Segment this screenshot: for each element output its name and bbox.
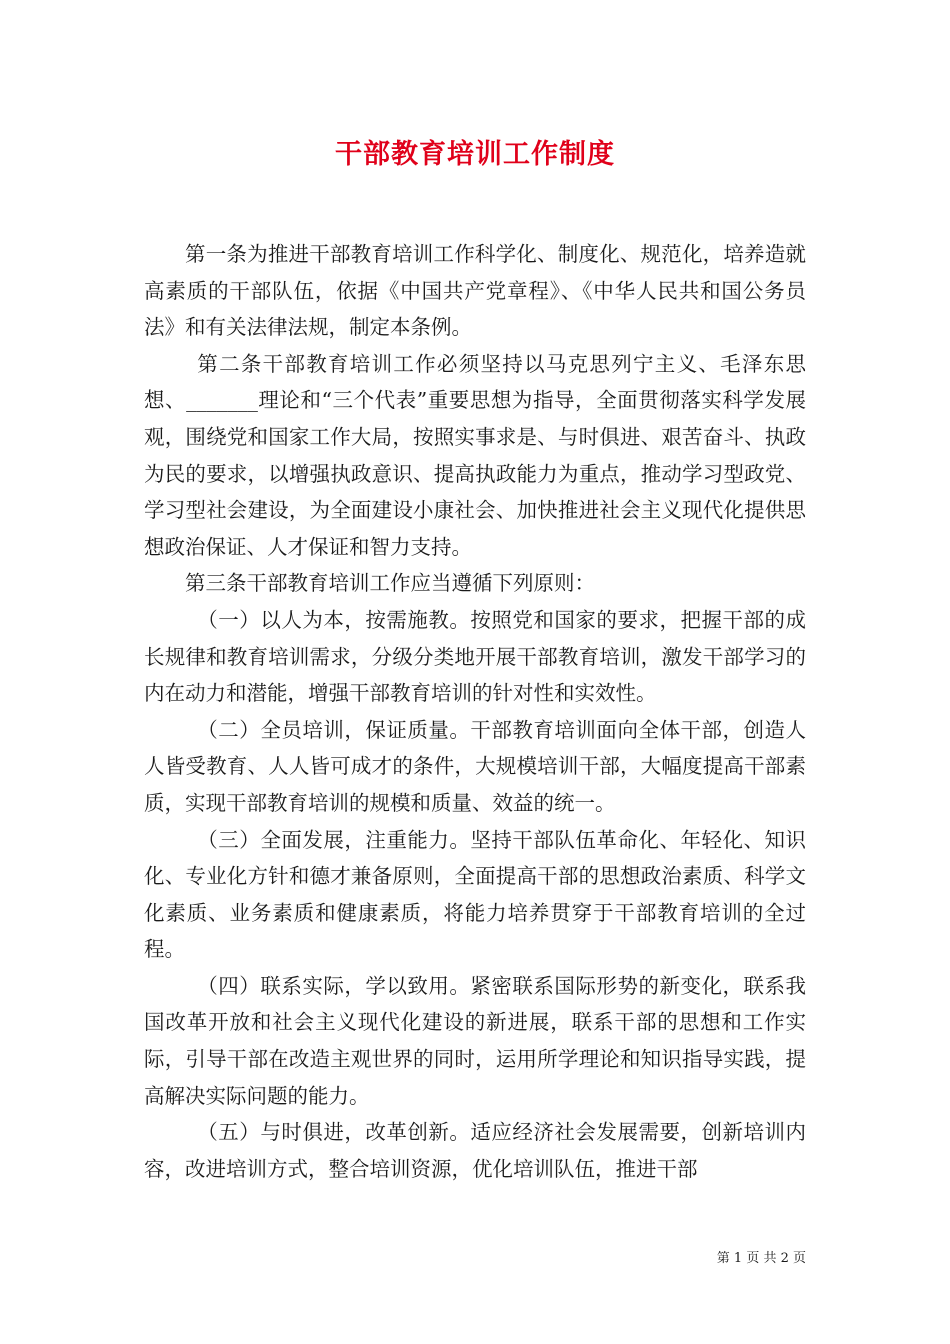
paragraph-principle-1: （一）以人为本，按需施教。按照党和国家的要求，把握干部的成长规律和教育培训需求，分级分类地开展干部教育培训，激发干部学习的内在动力和潜能，增强干部教育培训的针对性和实效性。	[144, 607, 806, 706]
paragraph-article-2: 第二条干部教育培训工作必须坚持以马克思列宁主义、毛泽东思想、_______理论和“三个代表”重要思想为指导，全面贯彻落实科学发展观，围绕党和国家工作大局，按照实事求是、与时俱进、艰苦奋斗、执政为民的要求，以增强执政意识、提高执政能力为重点，推动学习型政党、学习型社会建设，为全面建设小康社会、加快推进社会主义现代化提供思想政治保证、人才保证和智力支持。	[144, 351, 806, 559]
document-body	[144, 236, 806, 1187]
document-title: 干部教育培训工作制度	[335, 139, 615, 170]
paragraph-article-1: 第一条为推进干部教育培训工作科学化、制度化、规范化，培养造就高素质的干部队伍，依据《中国共产党章程》、《中华人民共和国公务员法》和有关法律法规，制定本条例。	[144, 242, 806, 340]
paragraph-principle-3: （三）全面发展，注重能力。坚持干部队伍革命化、年轻化、知识化、专业化方针和德才兼备原则，全面提高干部的思想政治素质、科学文化素质、业务素质和健康素质，将能力培养贯穿于干部教育培训的全过程。	[144, 827, 806, 962]
paragraph-principle-4: （四）联系实际，学以致用。紧密联系国际形势的新变化，联系我国改革开放和社会主义现代化建设的新进展，联系干部的思想和工作实际，引导干部在改造主观世界的同时，运用所学理论和知识指导实践，提高解决实际问题的能力。	[144, 973, 806, 1108]
page-number-footer: 第 1 页 共 2 页	[716, 1251, 806, 1266]
paragraph-principle-2: （二）全员培训，保证质量。干部教育培训面向全体干部，创造人人皆受教育、人人皆可成才的条件，大规模培训干部，大幅度提高干部素质，实现干部教育培训的规模和质量、效益的统一。	[144, 717, 806, 815]
paragraph-article-3: 第三条干部教育培训工作应当遵循下列原则：	[185, 571, 595, 596]
paragraph-principle-5: （五）与时俱进，改革创新。适应经济社会发展需要，创新培训内容，改进培训方式，整合培训资源，优化培训队伍，推进干部	[144, 1120, 806, 1181]
